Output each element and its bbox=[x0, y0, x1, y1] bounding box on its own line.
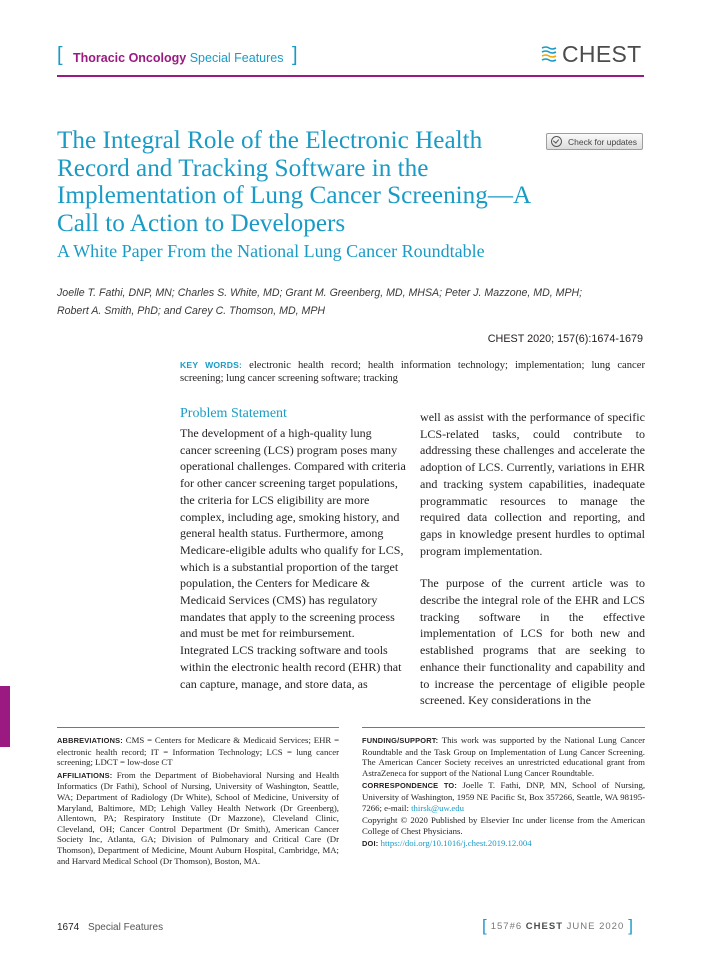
keywords-text: electronic health record; health information technology; implementation; lung cancer screening; lung cancer screening software; tracking bbox=[180, 360, 645, 384]
article-subtitle: A White Paper From the National Lung Cancer Roundtable bbox=[57, 241, 485, 261]
keywords-label: KEY WORDS: bbox=[180, 360, 243, 370]
header-rule bbox=[57, 75, 644, 77]
footer-date: JUNE 2020 bbox=[566, 920, 625, 932]
footer-section: Special Features bbox=[88, 922, 164, 933]
body-column-right bbox=[420, 409, 645, 709]
footnote-rule-left bbox=[57, 727, 339, 728]
body-paragraph-1-continued: well as assist with the performance of specific LCS-related tasks, could contribute to addressing these challenges and accelerate the adoption of LCS. Currently, variations in EHR and tracking system capabilities, inadequate programmatic resources to manage the required data collection and reporting, and gaps in knowledge present hurdles to optimal program implementation. bbox=[420, 410, 645, 558]
funding bbox=[362, 735, 645, 778]
abbreviations-text: CMS = Centers for Medicare & Medicaid Services; EHR = electronic health record; IT = Information Technology; LCS = lung cancer screening; LDCT = low-dose CT bbox=[57, 735, 339, 768]
footnotes-right bbox=[362, 735, 645, 852]
email-link[interactable]: thirsk@uw.edu bbox=[411, 802, 465, 813]
body-paragraph-2: The purpose of the current article was to describe the integral role of the EHR and LCS tracking software in the effective implementation of LCS for both new and established programs that are seeking to enhance their functionality and capability and to increase the percentage of eligible people screened. Key considerations in the bbox=[420, 576, 645, 708]
authors-line-2: Robert A. Smith, PhD; and Carey C. Thomson, MD, MPH bbox=[57, 304, 326, 317]
affiliations bbox=[57, 770, 339, 866]
footer-journal: CHEST bbox=[525, 920, 563, 932]
doi-label: DOI: bbox=[362, 839, 379, 849]
funding-text: This work was supported by the National Lung Cancer Roundtable and the Task Group on Implementation of Lung Cancer Screening. The American Cancer Society receives an unrestricted educational grant from AstraZeneca for support of the National Lung Cancer Roundtable. bbox=[362, 735, 645, 778]
section-primary: Thoracic Oncology bbox=[73, 51, 187, 65]
page-number: 1674 bbox=[57, 922, 80, 933]
affiliations-label: AFFILIATIONS: bbox=[57, 770, 113, 780]
section-secondary: Special Features bbox=[189, 51, 284, 65]
abbreviations bbox=[57, 735, 339, 768]
section-heading: Problem Statement bbox=[180, 406, 287, 421]
correspondence bbox=[362, 780, 645, 813]
abbreviations-label: ABBREVIATIONS: bbox=[57, 736, 123, 745]
keywords bbox=[180, 359, 645, 385]
check-updates-label: Check for updates bbox=[568, 136, 637, 147]
authors-line-1: Joelle T. Fathi, DNP, MN; Charles S. White, MD; Grant M. Greenberg, MD, MHSA; Peter J. Mazzone, MD, MPH; bbox=[57, 287, 583, 299]
side-tab-marker bbox=[0, 686, 10, 747]
citation: CHEST 2020; 157(6):1674-1679 bbox=[487, 333, 643, 345]
affiliations-text: From the Department of Biobehavioral Nursing and Health Informatics (Dr Fathi), School of Nursing, University of Washington, Seattle, WA; Department of Radiology (Dr White), School of Medicine, University of Maryland, Baltimore, MD; Lehigh Valley Health Network (Dr Greenberg), Allentown, PA; Respiratory Institute (Dr Mazzone), Cleveland Clinic, Cleveland, OH; Cancer Control Department (Dr Smith), American Cancer Society Inc, Atlanta, GA; Division of Pulmonary and Critical Care (Dr Thomson), Department of Medicine, Mount Auburn Hospital, Cambridge, MA; and Harvard Medical School (Dr Thomson), Boston, MA. bbox=[57, 769, 339, 866]
header-bracket-open: [ bbox=[57, 44, 63, 66]
check-updates-icon bbox=[551, 136, 562, 147]
footer-bracket-close: ] bbox=[628, 916, 633, 935]
footer-bracket-open: [ bbox=[482, 916, 487, 935]
author-list bbox=[57, 285, 637, 320]
article-title: The Integral Role of the Electronic Health Record and Tracking Software in the Implementation of Lung Cancer Screening—A Call to Action to Developers bbox=[57, 127, 530, 237]
header-bracket-close: ] bbox=[292, 44, 298, 66]
footnote-rule-right bbox=[362, 727, 645, 728]
correspondence-label: CORRESPONDENCE TO: bbox=[362, 781, 458, 791]
footnotes-left bbox=[57, 735, 339, 868]
body-paragraph-1: The development of a high-quality lung cancer screening (LCS) program poses many operational challenges. Compared with criteria for other cancer screening target populations, the criteria for LCS eligibility are more complex, including age, smoking history, and general health status. Furthermore, among Medicare-eligible adults who qualify for LCS, which is a substantial proportion of the target population, the Centers for Medicare & Medicaid Services (CMS) has regulatory mandates that apply to the screening process and must be met for reimbursement. Integrated LCS tracking software and tools within the electronic health record (EHR) that can capture, manage, and store data, as bbox=[180, 426, 406, 691]
copyright: Copyright © 2020 Published by Elsevier Inc under license from the American College of Chest Physicians. bbox=[362, 815, 645, 836]
check-for-updates-button[interactable] bbox=[546, 133, 643, 150]
section-label bbox=[73, 51, 284, 65]
footer-issue bbox=[491, 921, 625, 932]
chest-logo-icon bbox=[540, 45, 558, 63]
body-column-left bbox=[180, 405, 406, 692]
chest-logo-wordmark: CHEST bbox=[562, 40, 642, 67]
doi bbox=[362, 838, 645, 850]
funding-label: FUNDING/SUPPORT: bbox=[362, 736, 439, 745]
chest-logo bbox=[540, 40, 650, 68]
doi-link[interactable]: https://doi.org/10.1016/j.chest.2019.12.004 bbox=[380, 838, 532, 849]
correspondence-text: Joelle T. Fathi, DNP, MN, School of Nursing, University of Washington, 1959 NE Pacific St, Box 357266, Seattle, WA 98195-7266; e-mail: bbox=[362, 780, 646, 813]
page-footer-right bbox=[482, 916, 633, 936]
page-footer-left bbox=[57, 922, 163, 933]
footer-issue-number: 157#6 bbox=[490, 920, 523, 932]
